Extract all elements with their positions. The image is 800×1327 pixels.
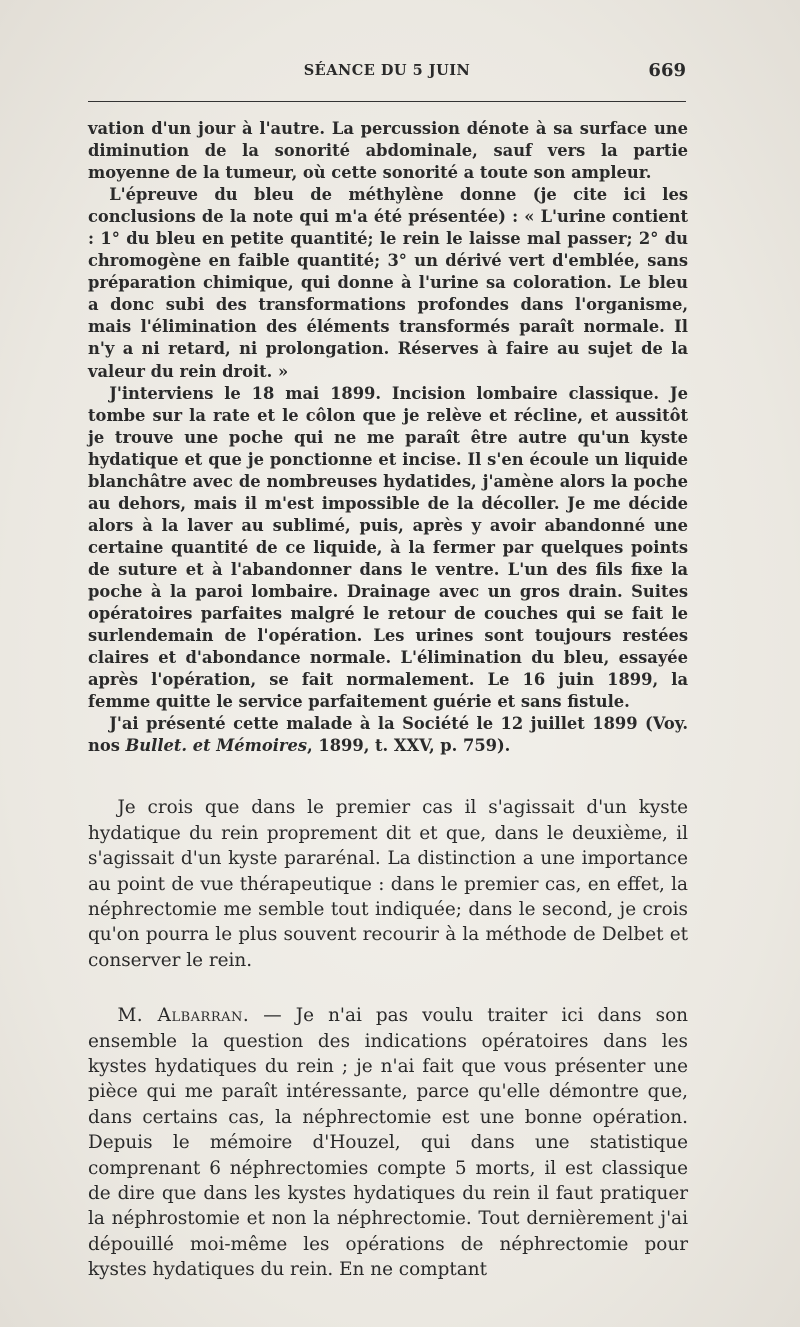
header-rule [88, 101, 686, 102]
page-body [88, 118, 688, 1283]
discussion-paragraph: Je crois que dans le premier cas il s'agissait d'un kyste hydatique du rein proprement dit et que, dans le deuxième, il s'agissait d'un kyste pararénal. La distinction a une importance au point de vue thérapeutique : dans le premier cas, en effet, la néphrectomie me semble tout indiquée; dans le second, je crois qu'on pourra le plus souvent recourir à la méthode de Delbet et conserver le rein. [88, 797, 688, 971]
observation-paragraph: vation d'un jour à l'autre. La percussion dénote à sa surface une diminution de la sonorité abdominale, sauf vers la partie moyenne de la tumeur, où cette sonorité a toute son ampleur. [88, 119, 688, 183]
citation-reference: , 1899, t. XXV, p. 759). [307, 736, 511, 756]
speaker-remarks: — Je n'ai pas voulu traiter ici dans son ensemble la question des indications opératoires dans les kystes hydatiques du rein ; je n'ai fait que vous présenter une pièce qui me paraît intéressante, parce qu'elle démontre que, dans certains cas, la néphrectomie est une bonne opération. Depuis le mémoire d'Houzel, qui dans une statistique comprenant 6 néphrectomies compte 5 morts, il est classique de dire que dans les kystes hydatiques du rein il faut pratiquer la néphrostomie et non la néphrectomie. Tout dernièrement j'ai dépouillé moi-même les opérations de néphrectomie pour kystes hydatiques du rein. En ne comptant [88, 1005, 688, 1281]
observation-paragraph: J'interviens le 18 mai 1899. Incision lombaire classique. Je tombe sur la rate et le côlon que je relève et récline, et aussitôt je trouve une poche qui ne me paraît être autre qu'un kyste hydatique et que je ponctionne et incise. Il s'en écoule un liquide blanchâtre avec de nombreuses hydatides, j'amène alors la poche au dehors, mais il m'est impossible de la décoller. Je me décide alors à la laver au sublimé, puis, après y avoir abandonné une certaine quantité de ce liquide, à la fermer par quelques points de suture et à l'abandonner dans le ventre. L'un des fils fixe la poche à la paroi lombaire. Drainage avec un gros drain. Suites opératoires parfaites malgré le retour de couches qui se fait le surlendemain de l'opération. Les urines sont toujours restées claires et d'abondance normale. L'élimination du bleu, essayée après l'opération, se fait normalement. Le 16 juin 1899, la femme quitte le service parfaitement guérie et sans fistule. [88, 383, 688, 712]
page-header [88, 62, 686, 88]
citation-paragraph [88, 713, 688, 757]
discussion-text [88, 795, 688, 1282]
citation-lead: J'ai présenté cette malade à la Société le 12 juillet 1899 (Voy. nos [88, 714, 688, 756]
speaker-name: M. Albarran. [117, 1005, 250, 1027]
speaker-paragraph [88, 1003, 688, 1282]
observation-text [88, 118, 688, 757]
page-number: 669 [648, 60, 686, 81]
running-title: SÉANCE DU 5 JUIN [303, 62, 471, 79]
journal-title: Bullet. et Mémoires [125, 736, 308, 756]
observation-paragraph: L'épreuve du bleu de méthylène donne (je cite ici les conclusions de la note qui m'a été présentée) : « L'urine contient : 1° du bleu en petite quantité; le rein le laisse mal passer; 2° du chromogène en faible quantité; 3° un dérivé vert d'emblée, sans préparation chimique, qui donne à l'urine sa coloration. Le bleu a donc subi des transformations profondes dans l'organisme, mais l'élimination des éléments transformés paraît normale. Il n'y a ni retard, ni prolongation. Réserves à faire au sujet de la valeur du rein droit. » [88, 185, 688, 381]
